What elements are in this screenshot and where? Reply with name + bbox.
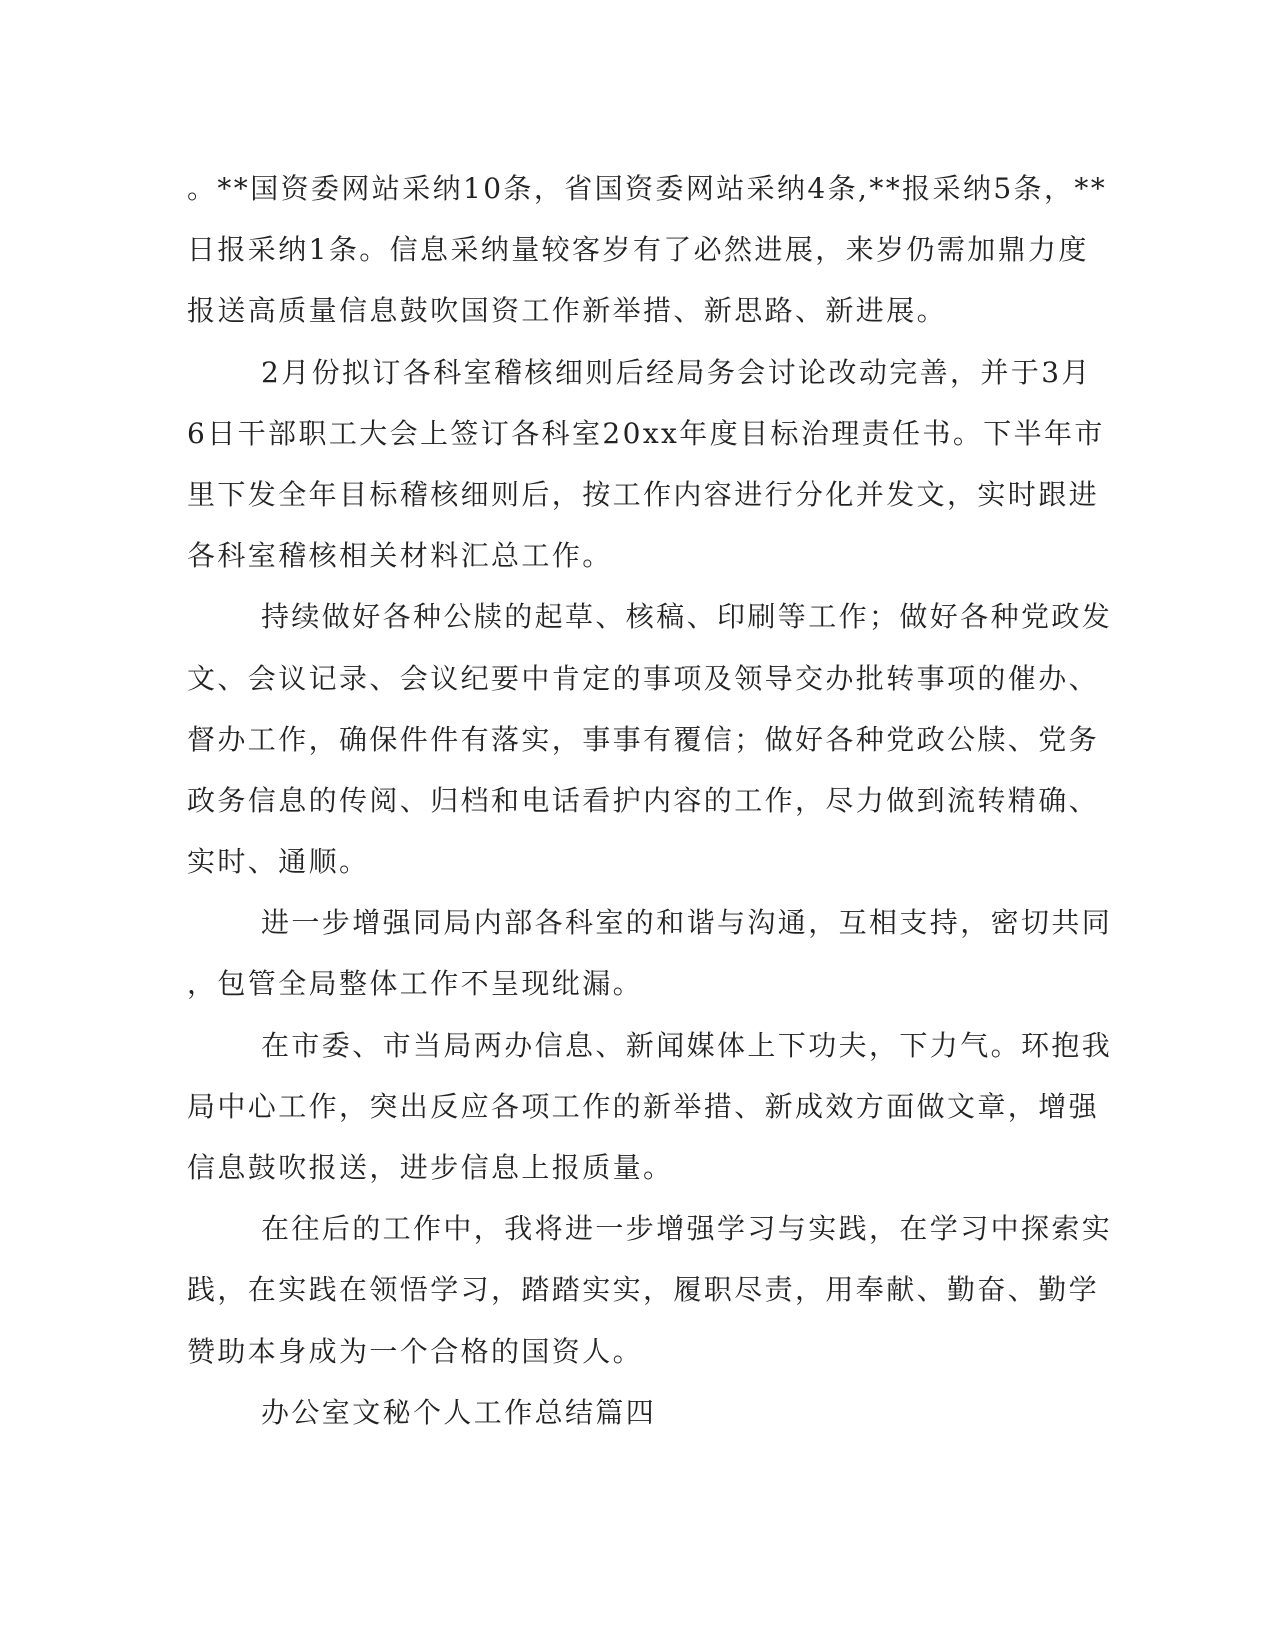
text-line: 政务信息的传阅、归档和电话看护内容的工作，尽力做到流转精确、 (187, 783, 1100, 817)
text-line: 信息鼓吹报送，进步信息上报质量。 (187, 1151, 674, 1184)
text-line: 各科室稽核相关材料汇总工作。 (187, 539, 613, 573)
section-heading: 办公室文秘个人工作总结篇四 (261, 1395, 657, 1429)
text-line: 里下发全年目标稽核细则后，按工作内容进行分化并发文，实时跟进 (187, 477, 1100, 511)
text-line: 6日干部职工大会上签订各科室20xx年度目标治理责任书。下半年市 (187, 416, 1105, 450)
text-line: 实时、通顺。 (187, 845, 370, 879)
text-line: 报送高质量信息鼓吹国资工作新举措、新思路、新进展。 (187, 294, 948, 328)
text-line: 局中心工作，突出反应各项工作的新举措、新成效方面做文章，增强 (187, 1089, 1100, 1123)
text-line: 持续做好各种公牍的起草、核稿、印刷等工作；做好各种党政发 (261, 600, 1113, 634)
text-line: 进一步增强同局内部各科室的和谐与沟通，互相支持，密切共同 (261, 906, 1113, 940)
text-line: 践，在实践在领悟学习，踏踏实实，履职尽责，用奉献、勤奋、勤学 (187, 1273, 1100, 1307)
text-line: 在市委、市当局两办信息、新闻媒体上下功夫，下力气。环抱我 (261, 1028, 1113, 1062)
text-line: 督办工作，确保件件有落实，事事有覆信；做好各种党政公牍、党务 (187, 722, 1100, 756)
body-text (187, 158, 1113, 1443)
text-line: 赞助本身成为一个合格的国资人。 (187, 1334, 644, 1368)
text-line: 2月份拟订各科室稽核细则后经局务会讨论改动完善，并于3月 (261, 355, 1092, 389)
text-line: 文、会议记录、会议纪要中肯定的事项及领导交办批转事项的催办、 (187, 661, 1100, 695)
text-line: ，包管全局整体工作不呈现纰漏。 (187, 967, 644, 1001)
text-line: 日报采纳1条。信息采纳量较客岁有了必然进展，来岁仍需加鼎力度 (187, 233, 1089, 267)
text-line: 在往后的工作中，我将进一步增强学习与实践，在学习中探索实 (261, 1212, 1113, 1246)
text-line: 。**国资委网站采纳10条，省国资委网站采纳4条,**报采纳5条，** (187, 172, 1108, 205)
